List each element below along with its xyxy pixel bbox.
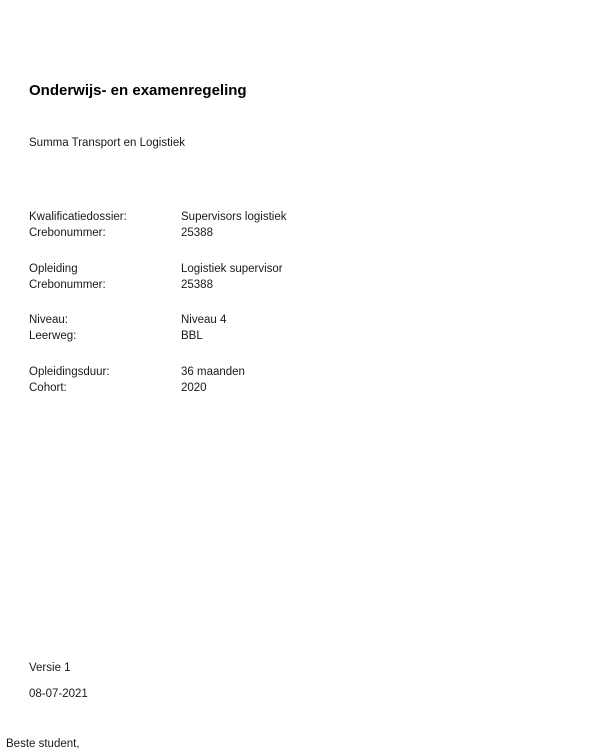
info-value: Logistiek supervisor <box>181 263 283 275</box>
info-label: Niveau: <box>29 314 68 326</box>
info-value: 25388 <box>181 278 213 291</box>
version-label: Versie 1 <box>29 662 71 674</box>
info-label: Cohort: <box>29 381 67 394</box>
info-value: Supervisors logistiek <box>181 211 287 223</box>
info-value: Niveau 4 <box>181 314 227 326</box>
info-label: Opleidingsduur: <box>29 366 110 378</box>
info-row <box>29 313 226 329</box>
info-group-qualification <box>29 210 286 241</box>
page-title: Onderwijs- en examenregeling <box>29 82 247 99</box>
info-row <box>29 365 245 381</box>
info-row <box>29 262 283 278</box>
info-row <box>29 329 226 345</box>
info-row <box>29 278 283 294</box>
info-row <box>29 210 286 226</box>
info-value: 25388 <box>181 226 213 239</box>
info-label: Leerweg: <box>29 329 77 342</box>
info-value: 36 maanden <box>181 366 245 378</box>
info-group-duration <box>29 365 245 396</box>
info-label: Kwalificatiedossier: <box>29 211 127 223</box>
info-label: Opleiding <box>29 263 78 275</box>
info-value: 2020 <box>181 381 207 394</box>
info-row <box>29 381 245 397</box>
info-value: BBL <box>181 329 203 342</box>
info-group-education <box>29 262 283 293</box>
info-label: Crebonummer: <box>29 278 106 291</box>
info-group-level <box>29 313 226 344</box>
document-date: 08-07-2021 <box>29 688 88 700</box>
greeting-text: Beste student, <box>6 738 80 750</box>
info-row <box>29 226 286 242</box>
institution-name: Summa Transport en Logistiek <box>29 137 185 149</box>
info-label: Crebonummer: <box>29 226 106 239</box>
